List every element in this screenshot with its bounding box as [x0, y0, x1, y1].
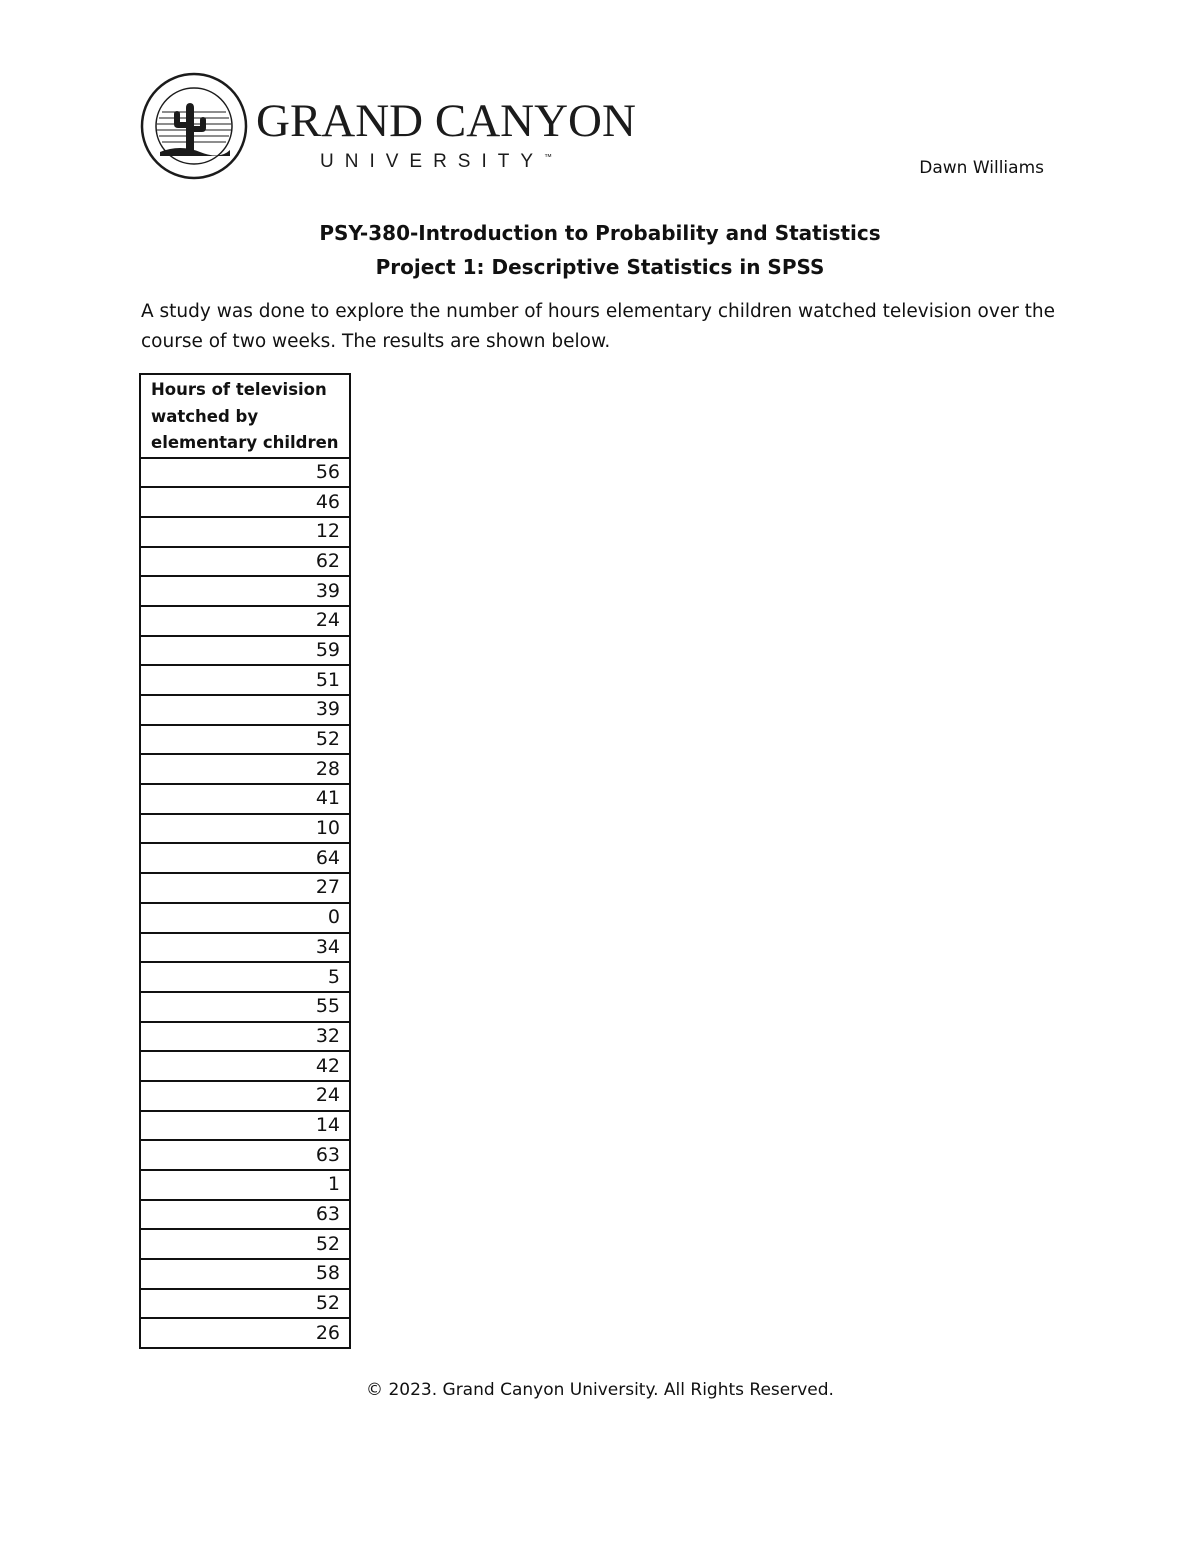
table-cell-value: 42 [140, 1051, 350, 1081]
table-row [140, 843, 350, 873]
table-row [140, 547, 350, 577]
table-header-row [140, 374, 350, 458]
table-row [140, 784, 350, 814]
table-cell-value: 39 [140, 695, 350, 725]
table-row [140, 1229, 350, 1259]
table-row [140, 1022, 350, 1052]
table-row [140, 1200, 350, 1230]
table-cell-value: 10 [140, 814, 350, 844]
table-row [140, 1170, 350, 1200]
table-cell-value: 32 [140, 1022, 350, 1052]
table-row [140, 962, 350, 992]
table-row [140, 606, 350, 636]
university-seal-icon [140, 72, 248, 180]
table-row [140, 725, 350, 755]
hours-data-table [139, 373, 351, 1349]
table-cell-value: 46 [140, 487, 350, 517]
logo-wordmark [256, 95, 636, 173]
table-cell-value: 5 [140, 962, 350, 992]
table-row [140, 814, 350, 844]
table-row [140, 1051, 350, 1081]
table-row [140, 873, 350, 903]
table-row [140, 1081, 350, 1111]
table-cell-value: 52 [140, 1289, 350, 1319]
project-title: Project 1: Descriptive Statistics in SPSS [375, 255, 825, 279]
table-row [140, 1140, 350, 1170]
table-cell-value: 52 [140, 1229, 350, 1259]
table-cell-value: 55 [140, 992, 350, 1022]
table-cell-value: 41 [140, 784, 350, 814]
table-header-cell: Hours of television watched by elementary children [140, 374, 350, 458]
table-row [140, 903, 350, 933]
table-cell-value: 52 [140, 725, 350, 755]
table-cell-value: 24 [140, 1081, 350, 1111]
table-row [140, 1111, 350, 1141]
table-row [140, 517, 350, 547]
table-cell-value: 58 [140, 1259, 350, 1289]
table-cell-value: 39 [140, 576, 350, 606]
table-body [140, 458, 350, 1349]
intro-paragraph: A study was done to explore the number of hours elementary children watched television over the course of two weeks. The results are shown below. [141, 301, 1056, 352]
table-row [140, 487, 350, 517]
copyright-footer: © 2023. Grand Canyon University. All Rights Reserved. [366, 1380, 834, 1400]
table-row [140, 1318, 350, 1348]
table-row [140, 636, 350, 666]
table-row [140, 992, 350, 1022]
table-cell-value: 1 [140, 1170, 350, 1200]
table-cell-value: 62 [140, 547, 350, 577]
author-name: Dawn Williams [919, 158, 1044, 178]
university-logo [140, 72, 636, 182]
table-row [140, 1259, 350, 1289]
table-cell-value: 59 [140, 636, 350, 666]
table-cell-value: 14 [140, 1111, 350, 1141]
table-row [140, 665, 350, 695]
table-cell-value: 64 [140, 843, 350, 873]
table-row [140, 695, 350, 725]
table-cell-value: 0 [140, 903, 350, 933]
table-row [140, 576, 350, 606]
table-row [140, 458, 350, 488]
table-row [140, 933, 350, 963]
document-title [0, 216, 1200, 284]
table-cell-value: 51 [140, 665, 350, 695]
table-row [140, 754, 350, 784]
logo-wordmark-top: GRAND CANYON [256, 95, 636, 147]
table-row [140, 1289, 350, 1319]
table-cell-value: 63 [140, 1140, 350, 1170]
table-cell-value: 24 [140, 606, 350, 636]
table-cell-value: 12 [140, 517, 350, 547]
logo-wordmark-bottom: UNIVERSITY™ [320, 151, 553, 172]
course-title: PSY-380-Introduction to Probability and Statistics [319, 221, 881, 245]
table-cell-value: 56 [140, 458, 350, 488]
table-cell-value: 28 [140, 754, 350, 784]
table-cell-value: 27 [140, 873, 350, 903]
table-cell-value: 34 [140, 933, 350, 963]
table-cell-value: 63 [140, 1200, 350, 1230]
table-cell-value: 26 [140, 1318, 350, 1348]
